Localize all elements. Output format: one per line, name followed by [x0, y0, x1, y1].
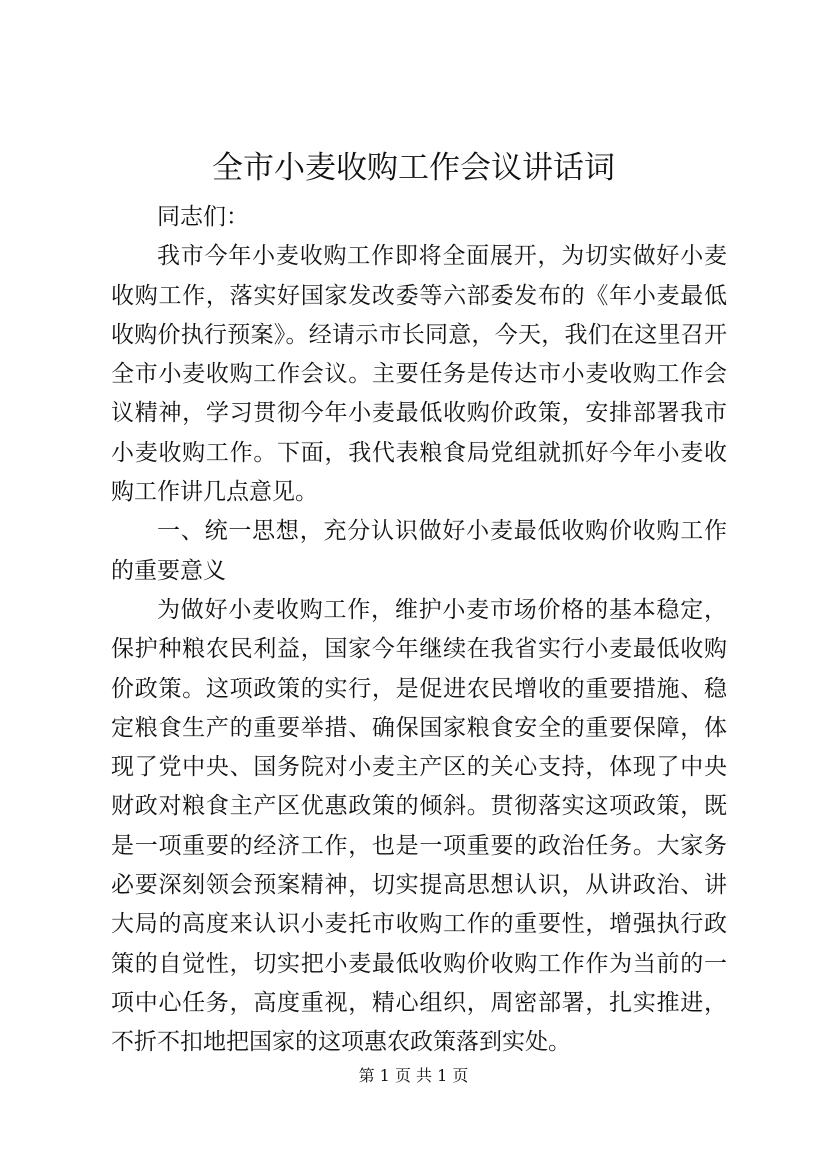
document-body [111, 198, 727, 1063]
document-title: 全市小麦收购工作会议讲话词 [212, 150, 615, 186]
salutation-paragraph: 同志们： [157, 204, 249, 230]
intro-paragraph: 我市今年小麦收购工作即将全面展开，为切实做好小麦收购工作，落实好国家发改委等六部委发布的《年小麦最低收购价执行预案》。经请示市长同意，今天，我们在这里召开全市小麦收购工作会议。主要任务是传达市小麦收购工作会议精神，学习贯彻今年小麦最低收购价政策，安排部署我市小麦收购工作。下面，我代表粮食局党组就抓好今年小麦收购工作讲几点意见。 [111, 243, 727, 506]
body-paragraph: 为做好小麦收购工作，维护小麦市场价格的基本稳定，保护种粮农民利益，国家今年继续在我省实行小麦最低收购价政策。这项政策的实行，是促进农民增收的重要措施、稳定粮食生产的重要举措、确保国家粮食安全的重要保障，体现了党中央、国务院对小麦主产区的关心支持，体现了中央财政对粮食主产区优惠政策的倾斜。贯彻落实这项政策，既是一项重要的经济工作，也是一项重要的政治任务。大家务必要深刻领会预案精神，切实提高思想认识，从讲政治、讲大局的高度来认识小麦托市收购工作的重要性，增强执行政策的自觉性，切实把小麦最低收购价收购工作作为当前的一项中心任务，高度重视，精心组织，周密部署，扎实推进，不折不扣地把国家的这项惠农政策落到实处。 [111, 596, 727, 1056]
section-heading-paragraph: 一、统一思想，充分认识做好小麦最低收购价收购工作的重要意义 [111, 518, 727, 584]
page-footer: 第 1 页 共 1 页 [358, 1066, 469, 1085]
